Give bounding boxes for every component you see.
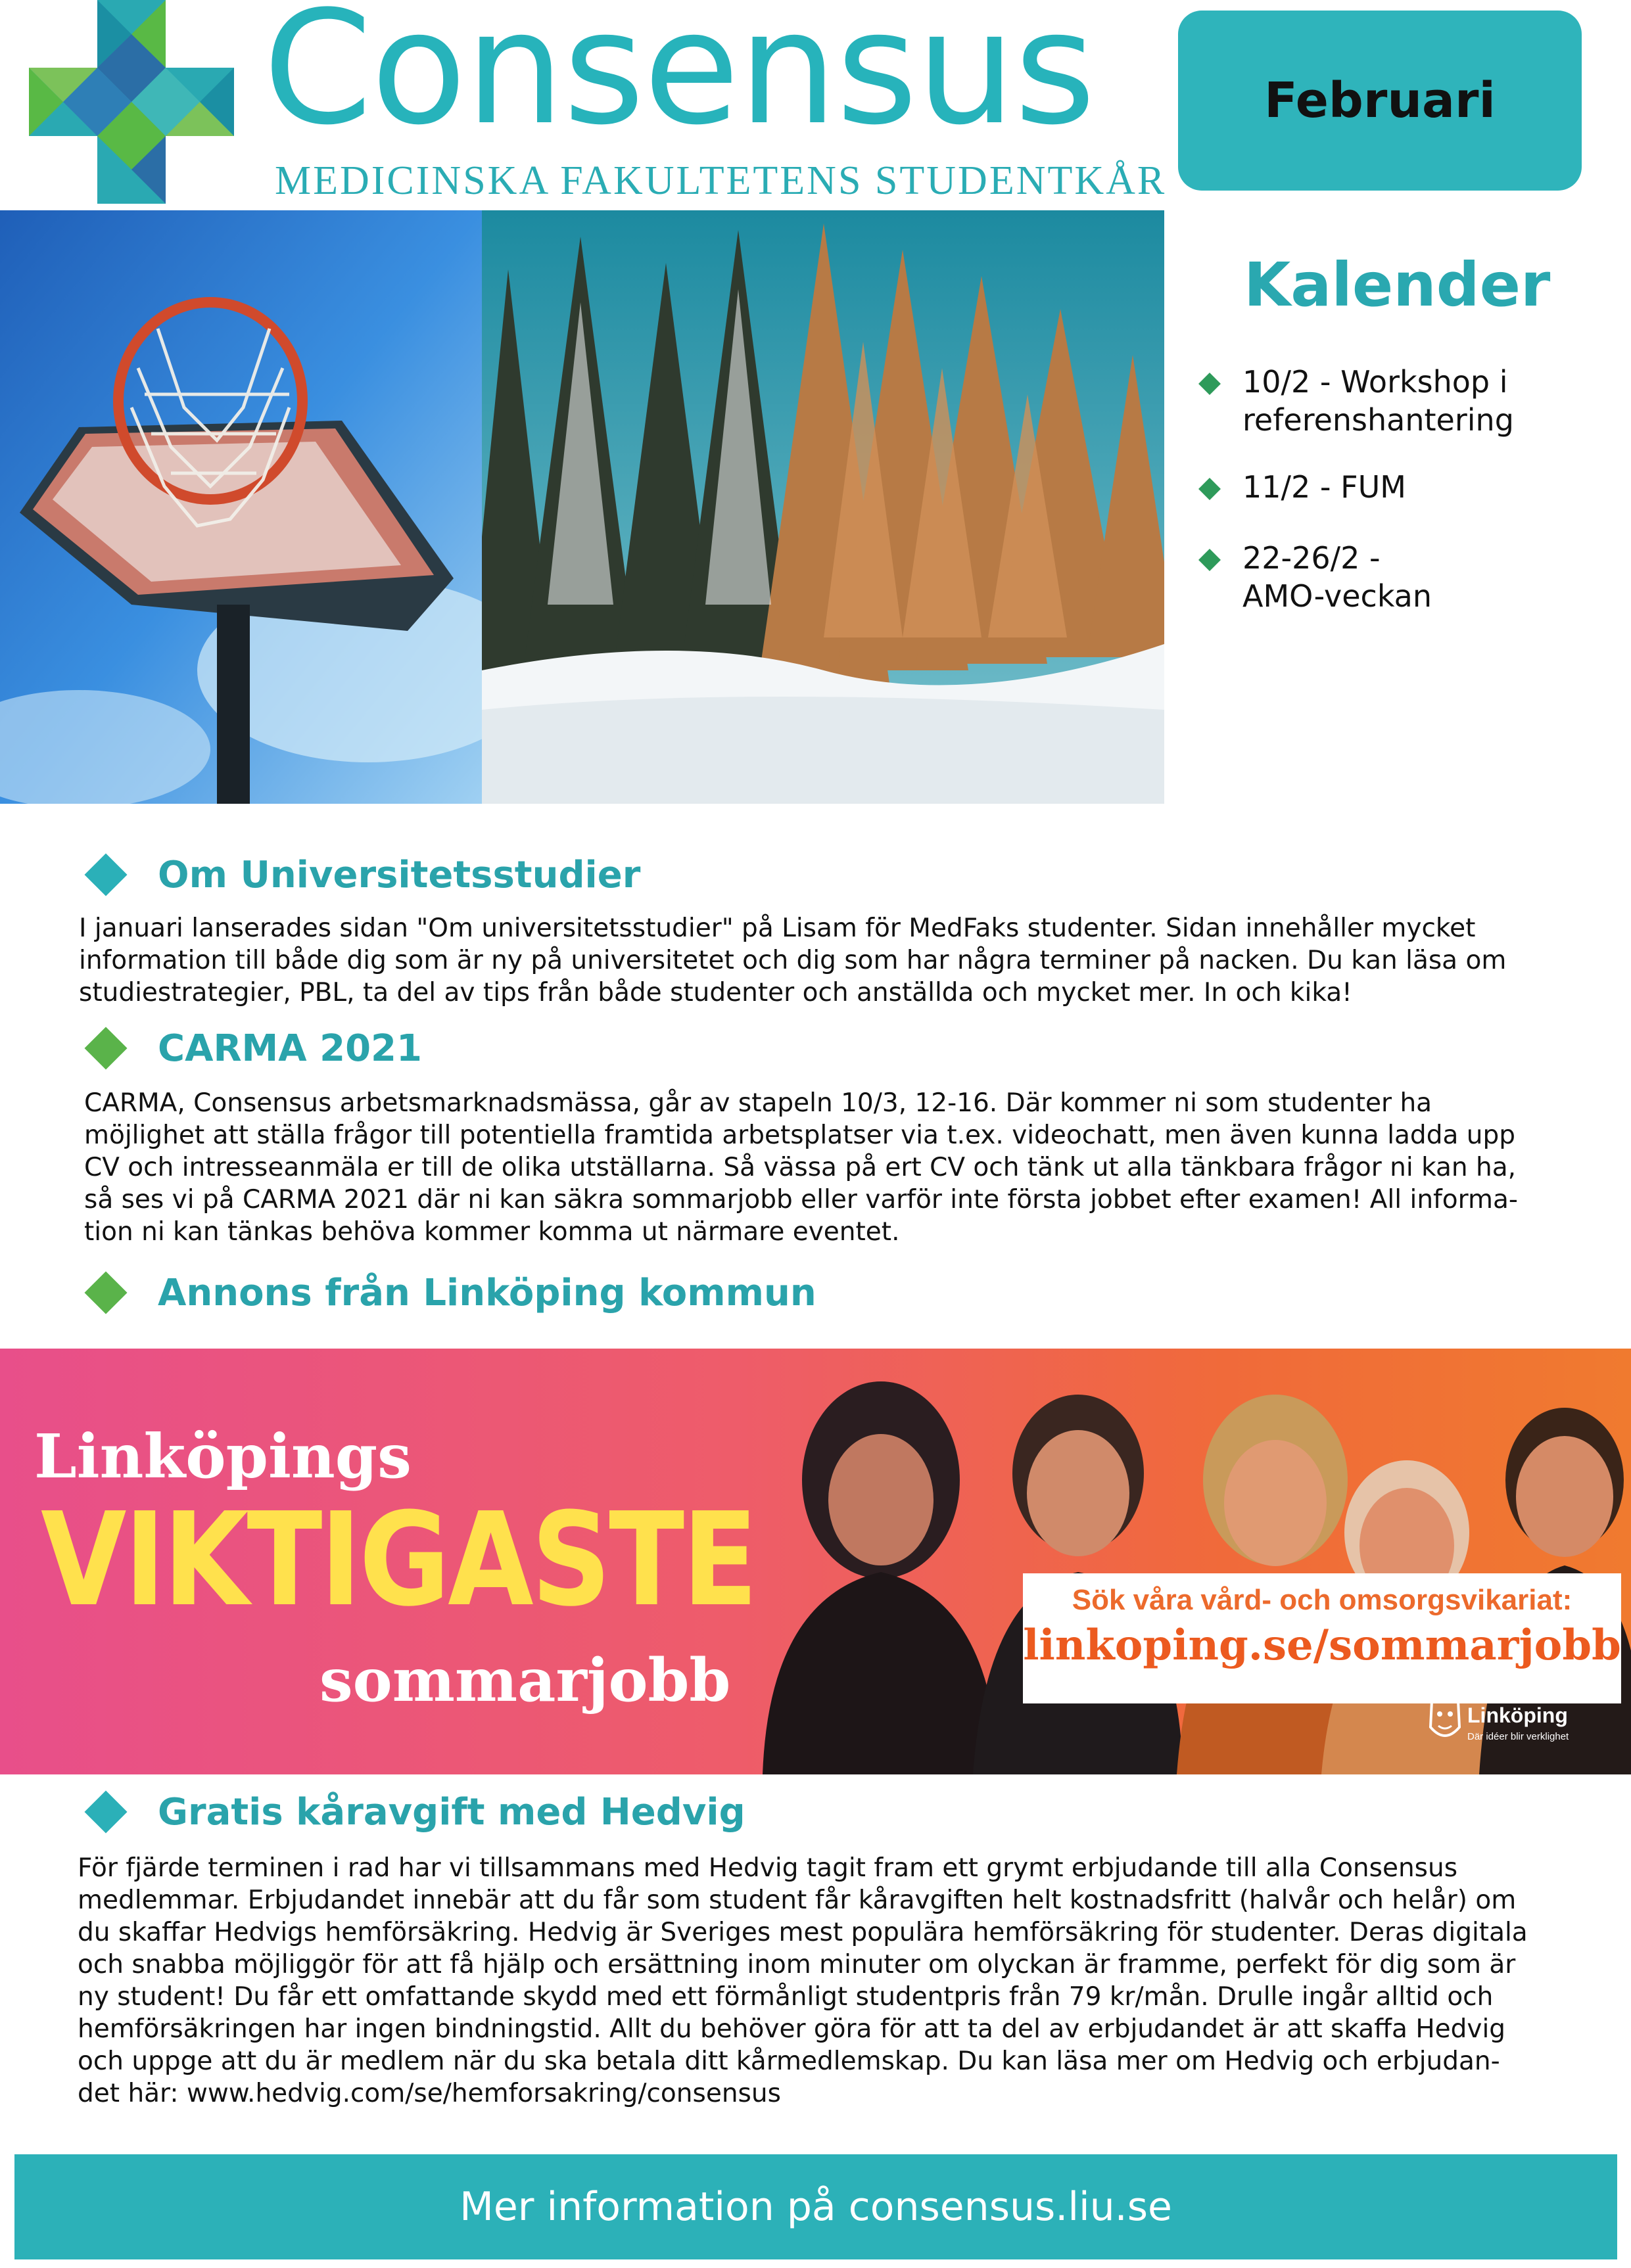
diamond-bullet-icon <box>84 853 127 896</box>
section-heading-hedvig: Gratis kåravgift med Hedvig <box>91 1782 745 1841</box>
diamond-bullet-icon <box>84 1027 127 1069</box>
diamond-bullet-icon <box>84 1790 127 1833</box>
basketball-hoop-photo <box>0 210 482 804</box>
section-heading-carma: CARMA 2021 <box>91 1019 422 1078</box>
ad-headline-line3: sommarjobb <box>319 1646 731 1715</box>
section-body-om: I januari lanserades sidan "Om universitetsstudier" på Lisam för MedFaks studenter. Sidan innehåller mycket information till både dig som är ny på universitetet och dig som har några terminer på nacken. Du kan läsa om studiestrategier, PBL, ta del av tips från både studenter och anställda och mycket mer. In och kika! <box>79 914 1507 1007</box>
brand-name: Consensus <box>263 0 1095 160</box>
linkoping-lion-icon <box>1425 1694 1465 1747</box>
kommun-logo-name: Linköping <box>1467 1703 1568 1727</box>
calendar-title: Kalender <box>1244 250 1551 320</box>
month-label: Februari <box>1264 72 1496 129</box>
calendar-item: 10/2 - Workshop i referenshantering <box>1202 363 1514 439</box>
section-body-hedvig: För fjärde terminen i rad har vi tillsammans med Hedvig tagit fram ett grymt erbjudande till alla Consensus medlemmar. Erbjudandet innebär att du får som student får kåravgiften helt kostnadsfritt (halvår och helår) om du skaffar Hedvigs hemförsäkring. Hedvig är Sveriges mest populära hemförsäkring för studenter. Deras digitala och snabba möjliggör för att få hjälp och ersättning inom minuter om olyckan är framme, perfekt för dig som är ny student! Du får ett omfattande skydd med ett förmånligt studentpris från 79 kr/mån. Drulle ingår alltid och hemförsäkringen har ingen bindningstid. Allt du behöver göra för att ta del av erbjudandet är att skaffa Hedvig och uppge att du är medlem när du ska betala ditt kårmedlemskap. Du kan läsa mer om Hedvig och erbjudan- det här: www.hedvig.com/se/hemforsakring/consensus <box>78 1853 1528 2108</box>
diamond-bullet-icon <box>84 1271 127 1314</box>
sommarjobb-ad-banner[interactable] <box>0 1349 1631 1774</box>
calendar-item: 11/2 - FUM <box>1202 468 1406 506</box>
ad-headline-line2: VIKTIGASTE <box>41 1485 756 1635</box>
section-body-carma: CARMA, Consensus arbetsmarknadsmässa, går av stapeln 10/3, 12-16. Där kommer ni som studenter ha möjlighet att ställa frågor till potentiella framtida arbetsplatser via t.ex. videochatt, men även kunna ladda upp CV och intresseanmäla er till de olika utställarna. Så vässa på ert CV och tänk ut alla tänkbara frågor ni kan ha, så ses vi på CARMA 2021 där ni kan säkra sommarjobb eller varför inte första jobbet efter examen! All informa- tion ni kan tänkas behöva kommer komma ut närmare eventet. <box>84 1088 1518 1247</box>
brand-subtitle: MEDICINSKA FAKULTETENS STUDENTKÅR <box>275 158 1167 203</box>
diamond-bullet-icon <box>1198 478 1221 500</box>
section-heading-annons: Annons från Linköping kommun <box>91 1263 816 1322</box>
month-badge <box>1178 11 1582 191</box>
ad-cta-box[interactable] <box>1023 1573 1621 1703</box>
footer-bar[interactable] <box>14 2154 1617 2259</box>
kommun-logo-tagline: Där idéer blir verklighet <box>1467 1731 1569 1742</box>
ad-headline-line1: Linköpings <box>34 1421 412 1492</box>
ad-cta-text: Sök våra vård- och omsorgsvikariat: <box>1072 1584 1572 1616</box>
section-heading-om: Om Universitetsstudier <box>91 845 640 904</box>
ad-cta-link[interactable]: linkoping.se/sommarjobb <box>1023 1621 1621 1670</box>
diamond-bullet-icon <box>1198 549 1221 571</box>
calendar-item: 22-26/2 - AMO-veckan <box>1202 539 1432 615</box>
consensus-logo-icon <box>29 0 234 204</box>
diamond-bullet-icon <box>1198 373 1221 395</box>
winter-forest-photo <box>482 210 1164 804</box>
footer-link[interactable]: Mer information på consensus.liu.se <box>460 2184 1172 2230</box>
